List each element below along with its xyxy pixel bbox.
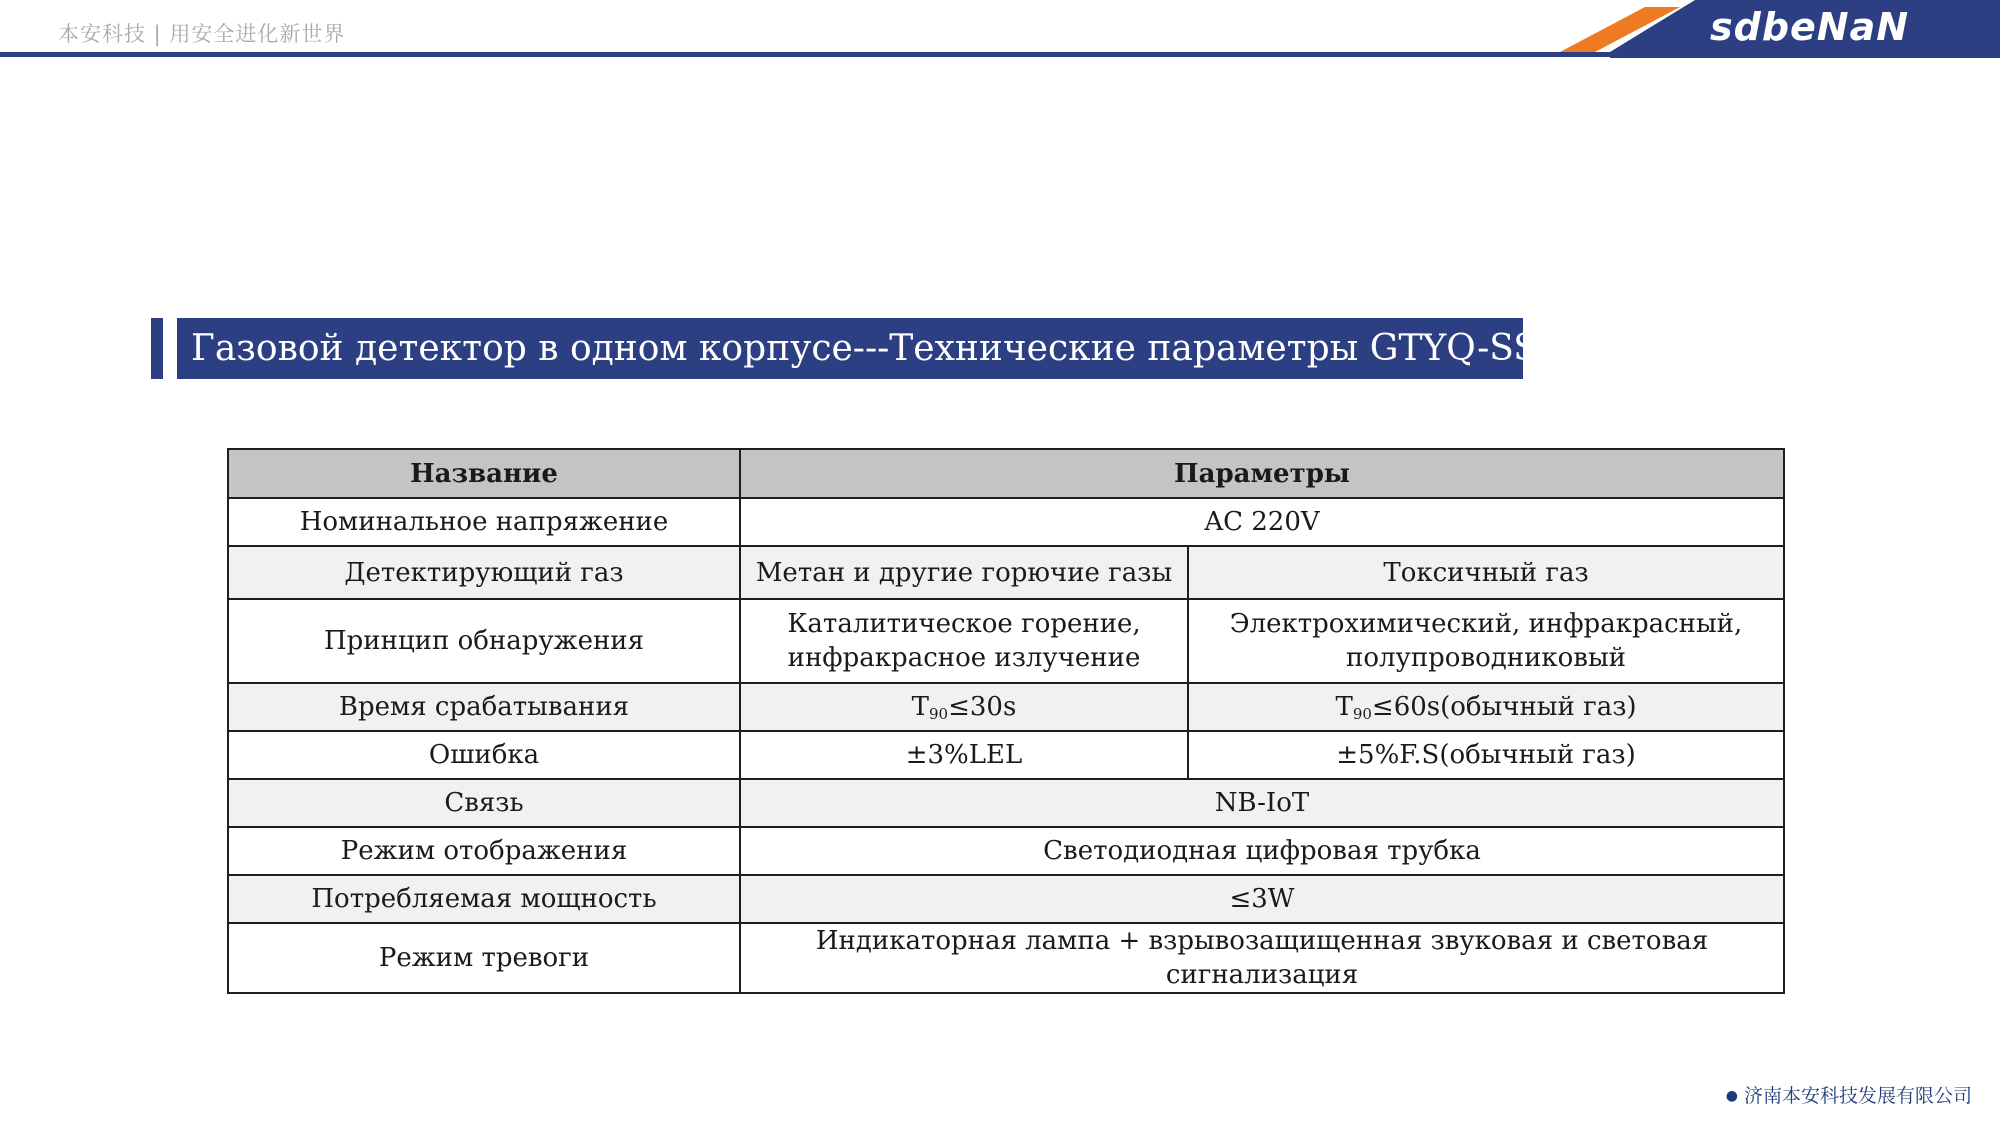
response-combustible-value: ≤30s: [948, 692, 1017, 722]
table-row: [228, 731, 1784, 779]
row-value-error-toxic: ±5%F.S(обычный газ): [1188, 731, 1784, 779]
table-header-row: [228, 449, 1784, 498]
table-row: [228, 546, 1784, 599]
row-label-gas: Детектирующий газ: [228, 546, 740, 599]
principle-combustible-line1: Каталитическое горение,: [787, 609, 1141, 639]
row-label-response: Время срабатывания: [228, 683, 740, 731]
row-value-error-combustible: ±3%LEL: [740, 731, 1188, 779]
row-value-principle-combustible: [740, 599, 1188, 683]
table-row: [228, 923, 1784, 993]
row-value-power: ≤3W: [740, 875, 1784, 923]
row-value-response-toxic: [1188, 683, 1784, 731]
row-label-voltage: Номинальное напряжение: [228, 498, 740, 546]
t-symbol: T: [1335, 692, 1353, 722]
footer-company-name: 济南本安科技发展有限公司: [1743, 1085, 1972, 1107]
company-logo: sdbeNaN: [1710, 5, 1910, 49]
bullet-icon: ●: [1725, 1088, 1738, 1104]
row-value-response-combustible: [740, 683, 1188, 731]
row-value-principle-toxic: [1188, 599, 1784, 683]
spec-table: [227, 448, 1785, 994]
response-toxic-value: ≤60s(обычный газ): [1371, 692, 1637, 722]
row-label-principle: Принцип обнаружения: [228, 599, 740, 683]
row-value-voltage: AC 220V: [740, 498, 1784, 546]
t-subscript: 90: [1352, 705, 1372, 723]
row-label-alarm: Режим тревоги: [228, 923, 740, 993]
table-row: [228, 779, 1784, 827]
row-value-gas-toxic: Токсичный газ: [1188, 546, 1784, 599]
header-slogan: 本安科技 | 用安全进化新世界: [58, 22, 346, 46]
header-name: Название: [228, 449, 740, 498]
table-row: [228, 875, 1784, 923]
table-row: [228, 827, 1784, 875]
row-label-comm: Связь: [228, 779, 740, 827]
t-subscript: 90: [929, 705, 949, 723]
row-value-alarm: Индикаторная лампа + взрывозащищенная звуковая и световая сигнализация: [740, 923, 1784, 993]
table-row: [228, 498, 1784, 546]
table-row: [228, 599, 1784, 683]
row-label-error: Ошибка: [228, 731, 740, 779]
principle-combustible-line2: инфракрасное излучение: [787, 643, 1141, 673]
row-value-comm: NB-IoT: [740, 779, 1784, 827]
row-value-display: Светодиодная цифровая трубка: [740, 827, 1784, 875]
principle-toxic-line2: полупроводниковый: [1346, 643, 1626, 673]
principle-toxic-line1: Электрохимический, инфракрасный,: [1229, 609, 1743, 639]
page-title: Газовой детектор в одном корпусе---Технические параметры GTYQ-SST613D-E: [177, 318, 1523, 379]
row-value-gas-combustible: Метан и другие горючие газы: [740, 546, 1188, 599]
t-symbol: T: [911, 692, 930, 722]
footer-company: [1726, 1081, 1972, 1108]
row-label-power: Потребляемая мощность: [228, 875, 740, 923]
title-accent-bar: [151, 318, 163, 379]
table-row: [228, 683, 1784, 731]
header-params: Параметры: [740, 449, 1784, 498]
row-label-display: Режим отображения: [228, 827, 740, 875]
